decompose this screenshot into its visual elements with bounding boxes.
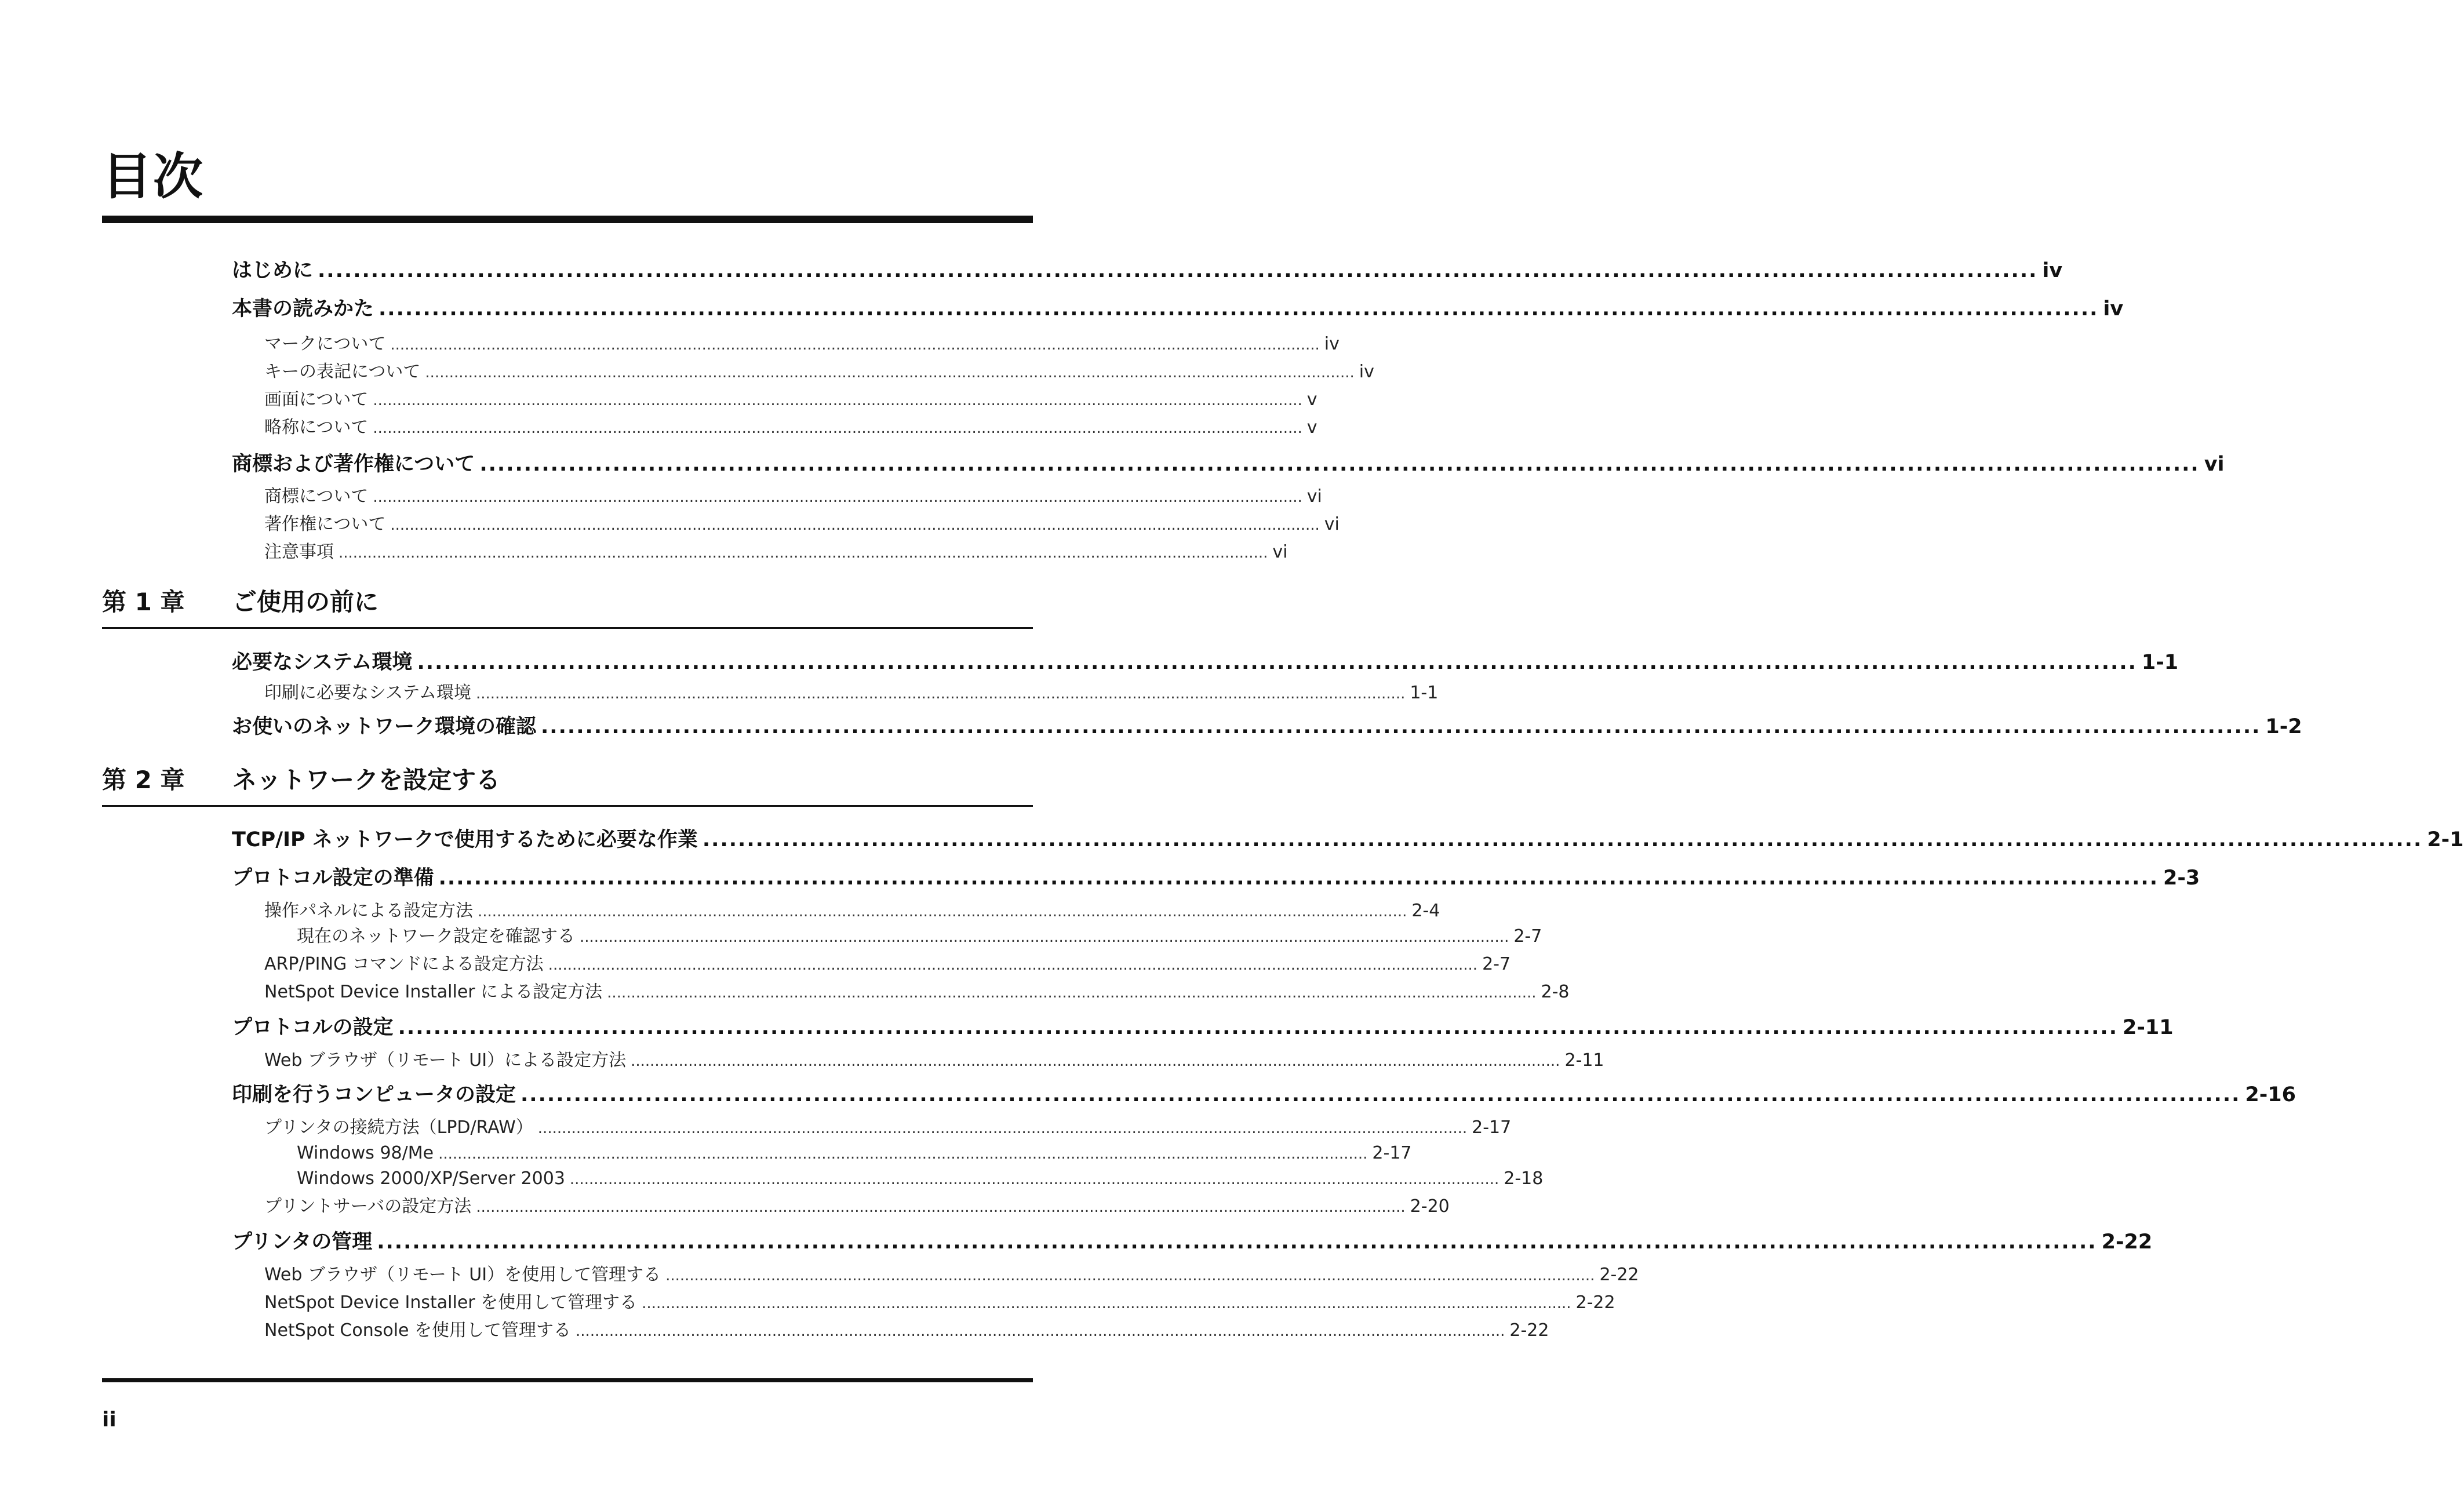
toc-page-number: 2-11 bbox=[2123, 1016, 2174, 1039]
toc-page-number: v bbox=[1306, 389, 1317, 410]
dot-leader: .................................................................................................................................................................................................. bbox=[521, 1083, 2241, 1106]
toc-page-number: 1-1 bbox=[1410, 683, 1439, 703]
toc-subentry[interactable] bbox=[264, 514, 1340, 536]
toc-entry-title: キーの表記について bbox=[264, 362, 421, 382]
dot-leader: .................................................................................................................................................................................................. bbox=[569, 1171, 1499, 1188]
toc-entry-title: お使いのネットワーク環境の確認 bbox=[232, 715, 537, 738]
toc-entry-title: プリンタの管理 bbox=[232, 1230, 373, 1254]
dot-leader: .................................................................................................................................................................................................. bbox=[373, 420, 1302, 437]
dot-leader: .................................................................................................................................................................................................. bbox=[478, 903, 1407, 920]
chapter-title: ご使用の前に bbox=[232, 588, 379, 616]
toc-entry-title: プロトコルの設定 bbox=[232, 1016, 394, 1039]
dot-leader: .................................................................................................................................................................................................. bbox=[378, 297, 2099, 321]
toc-entry-title: 商標および著作権について bbox=[232, 453, 475, 476]
toc-entry-title: Windows 2000/XP/Server 2003 bbox=[297, 1168, 565, 1189]
toc-page-number: 2-18 bbox=[1504, 1168, 1544, 1189]
toc-page-number: vi bbox=[1306, 486, 1322, 507]
toc-subentry[interactable] bbox=[264, 541, 1288, 563]
toc-page-number: iv bbox=[1359, 362, 1374, 382]
toc-entry-title: TCP/IP ネットワークで使用するために必要な作業 bbox=[232, 828, 698, 851]
chapter-number: 第 1 章 bbox=[102, 588, 185, 616]
page-title: 目次 bbox=[102, 148, 204, 206]
toc-entry-title: プロトコル設定の準備 bbox=[232, 866, 434, 890]
dot-leader: .................................................................................................................................................................................................. bbox=[642, 1295, 1571, 1312]
toc-entry-title: 画面について bbox=[264, 389, 369, 410]
toc-subentry[interactable] bbox=[264, 486, 1322, 508]
toc-page-number: 2-11 bbox=[1564, 1050, 1604, 1070]
dot-leader: .................................................................................................................................................................................................. bbox=[476, 685, 1406, 702]
toc-subsubentry[interactable] bbox=[297, 1168, 1544, 1190]
toc-entry[interactable] bbox=[232, 1083, 2296, 1108]
dot-leader: .................................................................................................................................................................................................. bbox=[438, 1145, 1368, 1163]
toc-subentry[interactable] bbox=[264, 1117, 1512, 1139]
toc-entry-title: 印刷に必要なシステム環境 bbox=[264, 683, 471, 703]
toc-entry[interactable] bbox=[232, 1015, 2174, 1041]
toc-entry-title: プリントサーバの設定方法 bbox=[264, 1196, 472, 1217]
toc-entry-title: 現在のネットワーク設定を確認する bbox=[297, 926, 575, 946]
toc-entry[interactable] bbox=[232, 715, 2302, 740]
toc-page-number: 2-22 bbox=[1599, 1265, 1639, 1285]
dot-leader: .................................................................................................................................................................................................. bbox=[479, 453, 2200, 476]
toc-page-number: 2-8 bbox=[1541, 982, 1570, 1002]
toc-subentry[interactable] bbox=[264, 1292, 1615, 1314]
dot-leader: .................................................................................................................................................................................................. bbox=[398, 1016, 2119, 1039]
toc-page-number: 2-20 bbox=[1410, 1196, 1450, 1217]
toc-subsubentry[interactable] bbox=[297, 1142, 1412, 1164]
toc-subsubentry[interactable] bbox=[297, 926, 1542, 948]
dot-leader: .................................................................................................................................................................................................. bbox=[548, 956, 1478, 974]
toc-page-number: v bbox=[1306, 417, 1317, 438]
toc-entry[interactable] bbox=[232, 258, 2063, 284]
toc-subentry[interactable] bbox=[264, 953, 1511, 975]
toc-page-number: 2-22 bbox=[1575, 1292, 1615, 1313]
dot-leader: .................................................................................................................................................................................................. bbox=[425, 364, 1355, 381]
toc-entry-title: はじめに bbox=[232, 259, 314, 282]
dot-leader: .................................................................................................................................................................................................. bbox=[373, 489, 1302, 506]
toc-page-number: vi bbox=[1324, 514, 1340, 534]
dot-leader: .................................................................................................................................................................................................. bbox=[537, 1120, 1468, 1137]
toc-subentry[interactable] bbox=[264, 682, 1439, 704]
toc-entry-title: 操作パネルによる設定方法 bbox=[264, 901, 473, 921]
toc-entry-title: 本書の読みかた bbox=[232, 297, 374, 321]
toc-entry[interactable] bbox=[232, 828, 2464, 853]
toc-page-number: 2-22 bbox=[2101, 1230, 2153, 1254]
dot-leader: .................................................................................................................................................................................................. bbox=[318, 259, 2038, 282]
toc-page-number: iv bbox=[2103, 297, 2124, 321]
dot-leader: .................................................................................................................................................................................................. bbox=[541, 715, 2261, 738]
toc-entry-title: 必要なシステム環境 bbox=[232, 651, 413, 674]
toc-subentry[interactable] bbox=[264, 389, 1317, 411]
toc-subentry[interactable] bbox=[264, 1320, 1549, 1342]
dot-leader: .................................................................................................................................................................................................. bbox=[377, 1230, 2097, 1254]
toc-entry[interactable] bbox=[232, 1230, 2153, 1255]
toc-entry-title: ARP/PING コマンドによる設定方法 bbox=[264, 954, 544, 974]
toc-entry-title: Web ブラウザ（リモート UI）による設定方法 bbox=[264, 1050, 627, 1070]
toc-page-number: vi bbox=[2204, 453, 2225, 476]
toc-page-number: 2-1 bbox=[2427, 828, 2464, 851]
toc-entry-title: NetSpot Console を使用して管理する bbox=[264, 1320, 572, 1341]
toc-entry-title: マークについて bbox=[264, 334, 386, 354]
dot-leader: .................................................................................................................................................................................................. bbox=[607, 984, 1537, 1002]
dot-leader: .................................................................................................................................................................................................. bbox=[438, 866, 2159, 890]
toc-page-number: 2-7 bbox=[1482, 954, 1511, 974]
toc-subentry[interactable] bbox=[264, 1264, 1639, 1286]
chapter-rule bbox=[102, 627, 1033, 629]
toc-subentry[interactable] bbox=[264, 333, 1340, 355]
toc-subentry[interactable] bbox=[264, 900, 1440, 922]
chapter-number: 第 2 章 bbox=[102, 766, 185, 794]
toc-entry-title: 印刷を行うコンピュータの設定 bbox=[232, 1083, 516, 1106]
toc-entry[interactable] bbox=[232, 650, 2179, 676]
toc-entry-title: 著作権について bbox=[264, 514, 386, 534]
toc-page-number: 2-3 bbox=[2163, 866, 2200, 890]
dot-leader: .................................................................................................................................................................................................. bbox=[390, 516, 1320, 534]
toc-entry-title: NetSpot Device Installer を使用して管理する bbox=[264, 1292, 638, 1313]
toc-entry-title: Web ブラウザ（リモート UI）を使用して管理する bbox=[264, 1265, 661, 1285]
dot-leader: .................................................................................................................................................................................................. bbox=[665, 1267, 1595, 1284]
toc-entry[interactable] bbox=[232, 297, 2124, 322]
dot-leader: .................................................................................................................................................................................................. bbox=[580, 928, 1509, 946]
toc-subentry[interactable] bbox=[264, 1050, 1604, 1072]
toc-entry-title: Windows 98/Me bbox=[297, 1143, 434, 1163]
toc-page-number: 1-2 bbox=[2265, 715, 2302, 738]
toc-page-number: 2-4 bbox=[1411, 901, 1440, 921]
title-rule bbox=[102, 216, 1033, 223]
toc-page-number: 2-16 bbox=[2245, 1083, 2296, 1106]
toc-page-number: 2-7 bbox=[1513, 926, 1542, 946]
toc-page-number: 2-17 bbox=[1472, 1117, 1512, 1138]
page-number: ii bbox=[102, 1408, 117, 1432]
toc-subentry[interactable] bbox=[264, 981, 1570, 1003]
dot-leader: .................................................................................................................................................................................................. bbox=[339, 544, 1268, 562]
chapter-title: ネットワークを設定する bbox=[232, 766, 501, 794]
toc-subentry[interactable] bbox=[264, 1196, 1450, 1218]
toc-page-number: vi bbox=[1272, 542, 1288, 562]
dot-leader: .................................................................................................................................................................................................. bbox=[373, 392, 1302, 409]
footer-rule bbox=[102, 1378, 1033, 1382]
toc-entry-title: プリンタの接続方法（LPD/RAW） bbox=[264, 1117, 533, 1138]
toc-page-number: 2-22 bbox=[1509, 1320, 1549, 1341]
toc-page-number: 1-1 bbox=[2141, 651, 2179, 674]
toc-page-number: 2-17 bbox=[1372, 1143, 1412, 1163]
toc-page-number: iv bbox=[2042, 259, 2063, 282]
toc-subentry[interactable] bbox=[264, 361, 1374, 383]
dot-leader: .................................................................................................................................................................................................. bbox=[576, 1323, 1505, 1340]
toc-entry-title: 注意事項 bbox=[264, 542, 334, 562]
toc-page-number: iv bbox=[1324, 334, 1340, 354]
toc-subentry[interactable] bbox=[264, 417, 1317, 439]
dot-leader: .................................................................................................................................................................................................. bbox=[390, 336, 1320, 354]
toc-entry-title: 商標について bbox=[264, 486, 369, 507]
toc-entry-title: 略称について bbox=[264, 417, 369, 438]
chapter-rule bbox=[102, 805, 1033, 807]
dot-leader: .................................................................................................................................................................................................. bbox=[417, 651, 2137, 674]
toc-entry[interactable] bbox=[232, 452, 2225, 478]
dot-leader: .................................................................................................................................................................................................. bbox=[631, 1053, 1560, 1070]
dot-leader: .................................................................................................................................................................................................. bbox=[702, 828, 2423, 851]
toc-entry[interactable] bbox=[232, 866, 2200, 891]
dot-leader: .................................................................................................................................................................................................. bbox=[476, 1199, 1406, 1216]
toc-entry-title: NetSpot Device Installer による設定方法 bbox=[264, 982, 603, 1002]
